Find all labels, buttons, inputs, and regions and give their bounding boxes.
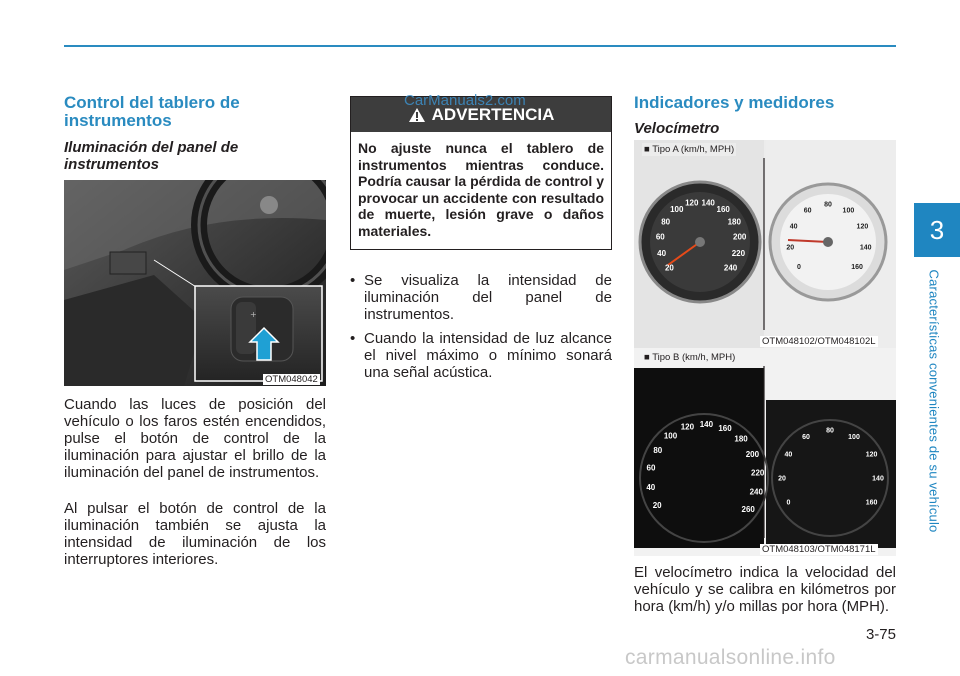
gauge-tick-label: 120 bbox=[685, 198, 699, 208]
figure-a-caption: OTM048102/OTM048102L bbox=[762, 336, 876, 347]
warning-text: No ajuste nunca el tablero de instrumentos mientras conduce. Podría causar la pérdida de control y provocar un accidente con resultado de muerte, lesión grave o daños materiales. bbox=[358, 140, 604, 239]
gauge-tick-label: 160 bbox=[718, 424, 732, 434]
gauge-tick-label: 20 bbox=[778, 475, 786, 483]
chapter-tab[interactable] bbox=[914, 203, 960, 257]
section-heading-right: Indicadores y medidores bbox=[634, 93, 835, 112]
gauge-tick-label: 140 bbox=[699, 419, 714, 429]
gauge-tick-label: 200 bbox=[745, 449, 760, 459]
gauge-tick-label: 60 bbox=[646, 463, 656, 473]
watermark-top: CarManuals2.com bbox=[404, 92, 526, 109]
gauge-tick-label: 80 bbox=[824, 201, 832, 209]
speedometer-b-illustration bbox=[634, 348, 896, 556]
warning-title: ADVERTENCIA bbox=[431, 104, 555, 124]
subsection-heading-right: Velocímetro bbox=[634, 120, 720, 137]
gauge-tick-label: 100 bbox=[842, 207, 855, 215]
subsection-heading-left: Iluminación del panel de instrumentos bbox=[64, 139, 239, 173]
gauge-tick-label: 0 bbox=[796, 263, 801, 271]
gauge-tick-label: 0 bbox=[786, 499, 791, 507]
bullet-item-1: • Se visualiza la intensidad de iluminación del panel de instrumentos. bbox=[350, 272, 612, 323]
gauge-tick-label: 180 bbox=[727, 217, 741, 227]
gauge-tick-label: 60 bbox=[802, 433, 810, 441]
gauge-tick-label: 220 bbox=[751, 468, 765, 478]
gauge-tick-label: 260 bbox=[741, 504, 755, 514]
gauge-tick-label: 120 bbox=[865, 451, 878, 459]
gauge-tick-label: 40 bbox=[789, 223, 798, 231]
gauge-tick-label: 20 bbox=[652, 500, 662, 510]
gauge-tick-label: 120 bbox=[856, 223, 869, 231]
paragraph-right: El velocímetro indica la velocidad del vehículo y se calibra en kilómetros por hora (km/h) y/o millas por hora (MPH). bbox=[634, 564, 896, 615]
gauge-tick-label: 40 bbox=[646, 482, 656, 492]
gauge-tick-label: 160 bbox=[865, 499, 878, 507]
gauge-tick-label: 80 bbox=[653, 445, 663, 455]
gauge-tick-label: 220 bbox=[731, 249, 746, 259]
gauge-tick-label: 120 bbox=[680, 422, 695, 432]
watermark-bottom: carmanualsonline.info bbox=[625, 646, 836, 669]
figure-b-label: ■ Tipo B (km/h, MPH) bbox=[644, 352, 736, 363]
gauge-tick-label: 160 bbox=[716, 205, 730, 215]
figure-b-caption: OTM048103/OTM048171L bbox=[762, 544, 876, 555]
speedometer-figure-b bbox=[634, 348, 896, 556]
figure-a-label: ■ Tipo A (km/h, MPH) bbox=[644, 144, 735, 155]
gauge-tick-label: 60 bbox=[655, 232, 665, 242]
speedometer-a-illustration bbox=[634, 140, 896, 348]
figure-caption-left: OTM048042 bbox=[265, 374, 318, 385]
dashboard-illustration bbox=[64, 180, 326, 386]
speedometer-figure-a bbox=[634, 140, 896, 348]
top-rule bbox=[64, 45, 896, 47]
gauge-tick-label: 140 bbox=[872, 475, 884, 483]
gauge-tick-label: 60 bbox=[803, 207, 812, 215]
gauge-tick-label: 240 bbox=[723, 263, 738, 273]
bullet-list bbox=[350, 272, 612, 388]
dashboard-photo bbox=[64, 180, 326, 386]
gauge-tick-label: 160 bbox=[851, 263, 863, 271]
gauge-tick-label: 140 bbox=[859, 244, 872, 252]
gauge-tick-label: 80 bbox=[661, 217, 671, 227]
section-heading-left: Control del tablero de instrumentos bbox=[64, 93, 240, 130]
svg-text:+: + bbox=[250, 310, 257, 319]
paragraph-left-1: Cuando las luces de posición del vehículo o los faros estén encendidos, pulse el botón de control de la iluminación para ajustar el brillo de la iluminación del panel de instrumentos. bbox=[64, 396, 326, 481]
warning-box bbox=[350, 96, 612, 250]
gauge-tick-label: 40 bbox=[784, 451, 793, 459]
chapter-title: Características convenientes de su vehículo bbox=[926, 269, 942, 533]
chapter-number: 3 bbox=[929, 214, 945, 245]
gauge-tick-label: 20 bbox=[786, 244, 795, 252]
bullet-item-2: • Cuando la intensidad de luz alcance el nivel máximo o mínimo sonará una señal acústica. bbox=[350, 330, 612, 381]
paragraph-left-2: Al pulsar el botón de control de la iluminación también se ajusta la intensidad de iluminación de los interruptores interiores. bbox=[64, 500, 326, 568]
gauge-tick-label: 80 bbox=[826, 427, 834, 435]
gauge-tick-label: 140 bbox=[701, 198, 715, 208]
gauge-tick-label: 200 bbox=[733, 232, 747, 242]
gauge-tick-label: 240 bbox=[749, 487, 763, 497]
chapter-title-vertical bbox=[924, 256, 944, 546]
gauge-tick-label: 100 bbox=[670, 205, 684, 215]
page-number: 3-75 bbox=[865, 626, 896, 643]
gauge-tick-label: 100 bbox=[848, 433, 860, 441]
gauge-tick-label: 180 bbox=[734, 434, 748, 444]
gauge-tick-label: 100 bbox=[663, 431, 678, 441]
gauge-tick-label: 20 bbox=[664, 263, 674, 273]
gauge-tick-label: 40 bbox=[657, 249, 667, 259]
